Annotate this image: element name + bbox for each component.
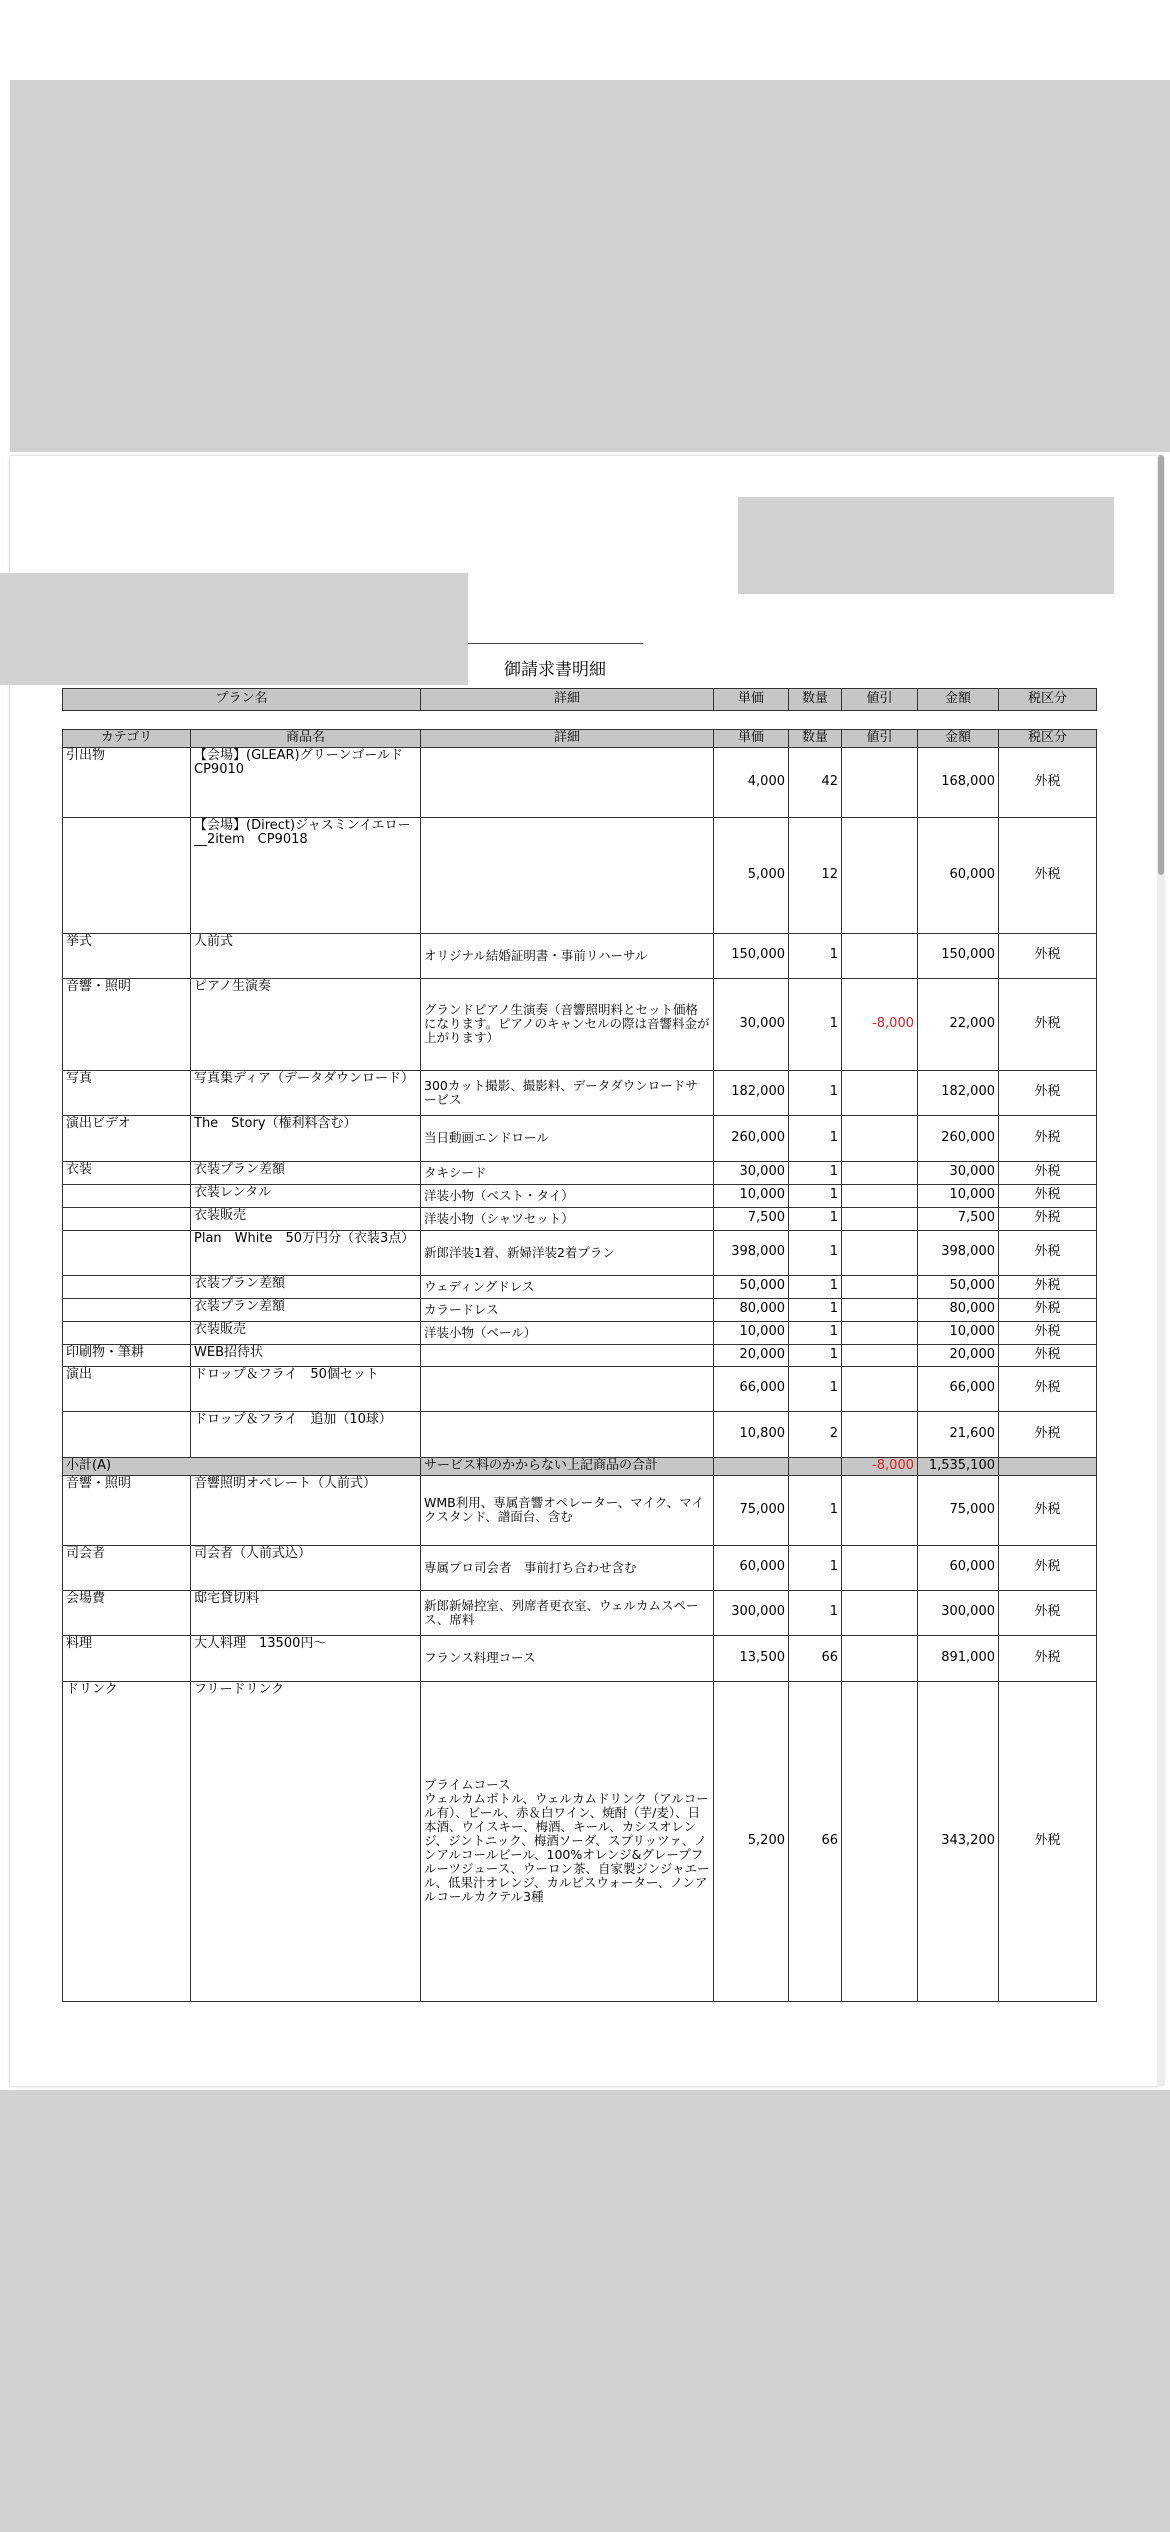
row-detail	[421, 817, 714, 933]
row-tax-class: 外税	[999, 978, 1097, 1070]
row-quantity: 1	[789, 1475, 842, 1545]
row-tax-class: 外税	[999, 1321, 1097, 1344]
row-discount	[842, 1590, 918, 1635]
row-detail: タキシード	[421, 1161, 714, 1184]
plan-header-table	[62, 688, 1097, 711]
row-discount	[842, 1411, 918, 1457]
row-unit-price: 30,000	[714, 1161, 789, 1184]
plan-col-disc: 値引	[842, 689, 918, 711]
table-row	[63, 1298, 1097, 1321]
table-row	[63, 1070, 1097, 1115]
row-amount: 75,000	[918, 1475, 999, 1545]
row-unit-price: 10,000	[714, 1184, 789, 1207]
row-tax-class: 外税	[999, 1298, 1097, 1321]
row-unit-price: 7,500	[714, 1207, 789, 1230]
row-tax-class: 外税	[999, 1184, 1097, 1207]
row-item-name: 司会者（人前式込）	[191, 1545, 421, 1590]
row-quantity: 12	[789, 817, 842, 933]
row-item-name: 大人料理 13500円～	[191, 1635, 421, 1681]
row-tax-class: 外税	[999, 817, 1097, 933]
table-row	[63, 978, 1097, 1070]
row-amount: 30,000	[918, 1161, 999, 1184]
table-row	[63, 1184, 1097, 1207]
row-category: 会場費	[63, 1590, 191, 1635]
row-discount	[842, 933, 918, 978]
row-category: 印刷物・筆耕	[63, 1344, 191, 1366]
row-unit-price: 20,000	[714, 1344, 789, 1366]
subtotal-row	[63, 1457, 1097, 1475]
row-item-name: Plan White 50万円分（衣装3点）	[191, 1230, 421, 1275]
row-amount: 300,000	[918, 1590, 999, 1635]
table-row	[63, 1321, 1097, 1344]
subtotal-discount: -8,000	[842, 1457, 918, 1475]
row-category	[63, 1275, 191, 1298]
plan-col-qty: 数量	[789, 689, 842, 711]
row-unit-price: 300,000	[714, 1590, 789, 1635]
row-unit-price: 80,000	[714, 1298, 789, 1321]
row-detail: 新郎洋装1着、新婦洋装2着プラン	[421, 1230, 714, 1275]
row-tax-class: 外税	[999, 1475, 1097, 1545]
row-category	[63, 1207, 191, 1230]
row-item-name: 衣装プラン差額	[191, 1161, 421, 1184]
subtotal-label: 小計(A)	[63, 1457, 421, 1475]
row-quantity: 1	[789, 1070, 842, 1115]
row-amount: 22,000	[918, 978, 999, 1070]
row-amount: 168,000	[918, 747, 999, 817]
table-row	[63, 1275, 1097, 1298]
row-quantity: 1	[789, 1275, 842, 1298]
row-tax-class: 外税	[999, 1115, 1097, 1161]
row-quantity: 1	[789, 1545, 842, 1590]
row-quantity: 66	[789, 1681, 842, 2001]
row-category	[63, 817, 191, 933]
row-quantity: 1	[789, 1298, 842, 1321]
row-amount: 260,000	[918, 1115, 999, 1161]
row-item-name: 音響照明オペレート（人前式）	[191, 1475, 421, 1545]
row-discount	[842, 817, 918, 933]
subtotal-amount: 1,535,100	[918, 1457, 999, 1475]
row-category: ドリンク	[63, 1681, 191, 2001]
row-detail: 専属プロ司会者 事前打ち合わせ含む	[421, 1545, 714, 1590]
row-category	[63, 1230, 191, 1275]
row-tax-class: 外税	[999, 1366, 1097, 1411]
row-detail: オリジナル結婚証明書・事前リハーサル	[421, 933, 714, 978]
row-discount	[842, 1298, 918, 1321]
col-tax: 税区分	[999, 730, 1097, 748]
row-item-name: 衣装プラン差額	[191, 1275, 421, 1298]
row-quantity: 1	[789, 978, 842, 1070]
row-tax-class: 外税	[999, 1681, 1097, 2001]
row-category	[63, 1298, 191, 1321]
row-unit-price: 260,000	[714, 1115, 789, 1161]
row-discount	[842, 1545, 918, 1590]
row-detail	[421, 747, 714, 817]
subtotal-detail: サービス料のかからない上記商品の合計	[421, 1457, 714, 1475]
row-unit-price: 150,000	[714, 933, 789, 978]
row-detail: カラードレス	[421, 1298, 714, 1321]
row-tax-class: 外税	[999, 1545, 1097, 1590]
row-detail: 300カット撮影、撮影料、データダウンロードサービス	[421, 1070, 714, 1115]
row-detail	[421, 1366, 714, 1411]
row-tax-class: 外税	[999, 1161, 1097, 1184]
col-item: 商品名	[191, 730, 421, 748]
table-row	[63, 933, 1097, 978]
row-amount: 10,000	[918, 1321, 999, 1344]
row-discount	[842, 1681, 918, 2001]
row-item-name: 写真集ディア（データダウンロード）	[191, 1070, 421, 1115]
row-item-name: 人前式	[191, 933, 421, 978]
row-quantity: 1	[789, 1230, 842, 1275]
row-amount: 7,500	[918, 1207, 999, 1230]
table-row	[63, 1161, 1097, 1184]
row-detail: WMB利用、専属音響オペレーター、マイク、マイクスタンド、譜面台、含む	[421, 1475, 714, 1545]
table-row	[63, 1475, 1097, 1545]
col-price: 単価	[714, 730, 789, 748]
row-discount	[842, 1475, 918, 1545]
row-quantity: 1	[789, 1184, 842, 1207]
row-detail: 新郎新婦控室、列席者更衣室、ウェルカムスペース、席料	[421, 1590, 714, 1635]
row-quantity: 2	[789, 1411, 842, 1457]
row-tax-class: 外税	[999, 1344, 1097, 1366]
document-title: 御請求書明細	[504, 660, 606, 680]
row-detail: 当日動画エンドロール	[421, 1115, 714, 1161]
row-discount	[842, 1344, 918, 1366]
table-row	[63, 1207, 1097, 1230]
row-category: 衣装	[63, 1161, 191, 1184]
row-category: 音響・照明	[63, 978, 191, 1070]
row-unit-price: 10,000	[714, 1321, 789, 1344]
plan-col-amount: 金額	[918, 689, 999, 711]
row-detail: 洋装小物（ベスト・タイ）	[421, 1184, 714, 1207]
row-item-name: WEB招待状	[191, 1344, 421, 1366]
row-discount	[842, 1070, 918, 1115]
row-discount	[842, 1635, 918, 1681]
table-row	[63, 1344, 1097, 1366]
row-tax-class: 外税	[999, 1230, 1097, 1275]
row-item-name: The Story（権利料含む）	[191, 1115, 421, 1161]
table-row	[63, 1590, 1097, 1635]
row-discount	[842, 1275, 918, 1298]
row-category	[63, 1321, 191, 1344]
col-disc: 値引	[842, 730, 918, 748]
row-discount	[842, 1184, 918, 1207]
row-quantity: 1	[789, 1344, 842, 1366]
row-quantity: 66	[789, 1635, 842, 1681]
row-amount: 398,000	[918, 1230, 999, 1275]
row-quantity: 1	[789, 933, 842, 978]
row-detail: 洋装小物（シャツセット）	[421, 1207, 714, 1230]
plan-col-tax: 税区分	[999, 689, 1097, 711]
row-amount: 343,200	[918, 1681, 999, 2001]
row-tax-class: 外税	[999, 1070, 1097, 1115]
row-detail	[421, 1411, 714, 1457]
row-tax-class: 外税	[999, 1590, 1097, 1635]
col-category: カテゴリ	[63, 730, 191, 748]
row-tax-class: 外税	[999, 933, 1097, 978]
row-discount	[842, 747, 918, 817]
row-unit-price: 50,000	[714, 1275, 789, 1298]
row-discount	[842, 1230, 918, 1275]
row-unit-price: 4,000	[714, 747, 789, 817]
row-amount: 21,600	[918, 1411, 999, 1457]
row-discount	[842, 1321, 918, 1344]
table-row	[63, 1681, 1097, 2001]
scrollbar-thumb[interactable]	[1158, 455, 1164, 875]
row-detail	[421, 1344, 714, 1366]
row-amount: 66,000	[918, 1366, 999, 1411]
row-detail: ウェディングドレス	[421, 1275, 714, 1298]
row-detail: フランス料理コース	[421, 1635, 714, 1681]
row-detail: グランドピアノ生演奏（音響照明料とセット価格になります。ピアノのキャンセルの際は音響料金が上がります）	[421, 978, 714, 1070]
row-unit-price: 66,000	[714, 1366, 789, 1411]
row-discount: -8,000	[842, 978, 918, 1070]
plan-col-name: プラン名	[63, 689, 421, 711]
plan-col-price: 単価	[714, 689, 789, 711]
row-category	[63, 1411, 191, 1457]
row-category	[63, 1184, 191, 1207]
row-item-name: 衣装レンタル	[191, 1184, 421, 1207]
row-unit-price: 75,000	[714, 1475, 789, 1545]
row-unit-price: 398,000	[714, 1230, 789, 1275]
row-tax-class: 外税	[999, 1635, 1097, 1681]
row-amount: 182,000	[918, 1070, 999, 1115]
row-item-name: 衣装プラン差額	[191, 1298, 421, 1321]
table-row	[63, 817, 1097, 933]
row-item-name: 衣装販売	[191, 1321, 421, 1344]
row-category: 引出物	[63, 747, 191, 817]
redacted-header-block	[10, 80, 1170, 452]
row-amount: 10,000	[918, 1184, 999, 1207]
row-category: 挙式	[63, 933, 191, 978]
plan-col-detail: 詳細	[421, 689, 714, 711]
row-quantity: 1	[789, 1207, 842, 1230]
row-tax-class: 外税	[999, 1411, 1097, 1457]
row-unit-price: 5,200	[714, 1681, 789, 2001]
row-quantity: 1	[789, 1366, 842, 1411]
row-tax-class: 外税	[999, 1275, 1097, 1298]
row-item-name: 【会場】(Direct)ジャスミンイエロー__2item CP9018	[191, 817, 421, 933]
table-row	[63, 1545, 1097, 1590]
row-discount	[842, 1161, 918, 1184]
row-amount: 60,000	[918, 817, 999, 933]
row-discount	[842, 1366, 918, 1411]
row-category: 音響・照明	[63, 1475, 191, 1545]
row-quantity: 42	[789, 747, 842, 817]
row-quantity: 1	[789, 1115, 842, 1161]
row-detail: 洋装小物（ベール）	[421, 1321, 714, 1344]
row-item-name: ドロップ＆フライ 50個セット	[191, 1366, 421, 1411]
row-unit-price: 30,000	[714, 978, 789, 1070]
col-qty: 数量	[789, 730, 842, 748]
row-tax-class: 外税	[999, 1207, 1097, 1230]
row-quantity: 1	[789, 1321, 842, 1344]
row-quantity: 1	[789, 1161, 842, 1184]
table-row	[63, 1115, 1097, 1161]
row-unit-price: 60,000	[714, 1545, 789, 1590]
title-underline	[468, 643, 643, 644]
row-item-name: ドロップ＆フライ 追加（10球）	[191, 1411, 421, 1457]
row-unit-price: 5,000	[714, 817, 789, 933]
row-amount: 50,000	[918, 1275, 999, 1298]
row-amount: 891,000	[918, 1635, 999, 1681]
row-discount	[842, 1115, 918, 1161]
row-unit-price: 10,800	[714, 1411, 789, 1457]
redacted-address-block	[738, 497, 1114, 594]
row-item-name: 邸宅貸切料	[191, 1590, 421, 1635]
row-detail: プライムコース ウェルカムボトル、ウェルカムドリンク（アルコール有）、ビール、赤＆白ワイン、焼酎（芋/麦）、日本酒、ウイスキー、梅酒、キール、カシスオレンジ、ジントニック、梅酒ソーダ、スプリッツァ、ノンアルコールビール、100%オレンジ&グレープフルーツジュース、ウーロン茶、自家製ジンジャエール、低果汁オレンジ、カルピスウォーター、ノンアルコールカクテル3種	[421, 1681, 714, 2001]
row-amount: 20,000	[918, 1344, 999, 1366]
col-amount: 金額	[918, 730, 999, 748]
row-item-name: フリードリンク	[191, 1681, 421, 2001]
row-category: 料理	[63, 1635, 191, 1681]
row-category: 写真	[63, 1070, 191, 1115]
row-amount: 150,000	[918, 933, 999, 978]
row-item-name: 衣装販売	[191, 1207, 421, 1230]
table-row	[63, 1366, 1097, 1411]
row-category: 司会者	[63, 1545, 191, 1590]
row-item-name: ピアノ生演奏	[191, 978, 421, 1070]
row-unit-price: 13,500	[714, 1635, 789, 1681]
row-discount	[842, 1207, 918, 1230]
row-amount: 60,000	[918, 1545, 999, 1590]
table-row	[63, 1635, 1097, 1681]
table-row	[63, 1411, 1097, 1457]
row-quantity: 1	[789, 1590, 842, 1635]
row-category: 演出ビデオ	[63, 1115, 191, 1161]
redacted-recipient-block	[0, 573, 468, 685]
row-category: 演出	[63, 1366, 191, 1411]
row-item-name: 【会場】(GLEAR)グリーンゴールド CP9010	[191, 747, 421, 817]
col-detail: 詳細	[421, 730, 714, 748]
table-row	[63, 747, 1097, 817]
table-row	[63, 1230, 1097, 1275]
detail-table	[62, 729, 1097, 2002]
row-tax-class: 外税	[999, 747, 1097, 817]
row-amount: 80,000	[918, 1298, 999, 1321]
redacted-footer-block	[0, 2090, 1170, 2532]
row-unit-price: 182,000	[714, 1070, 789, 1115]
